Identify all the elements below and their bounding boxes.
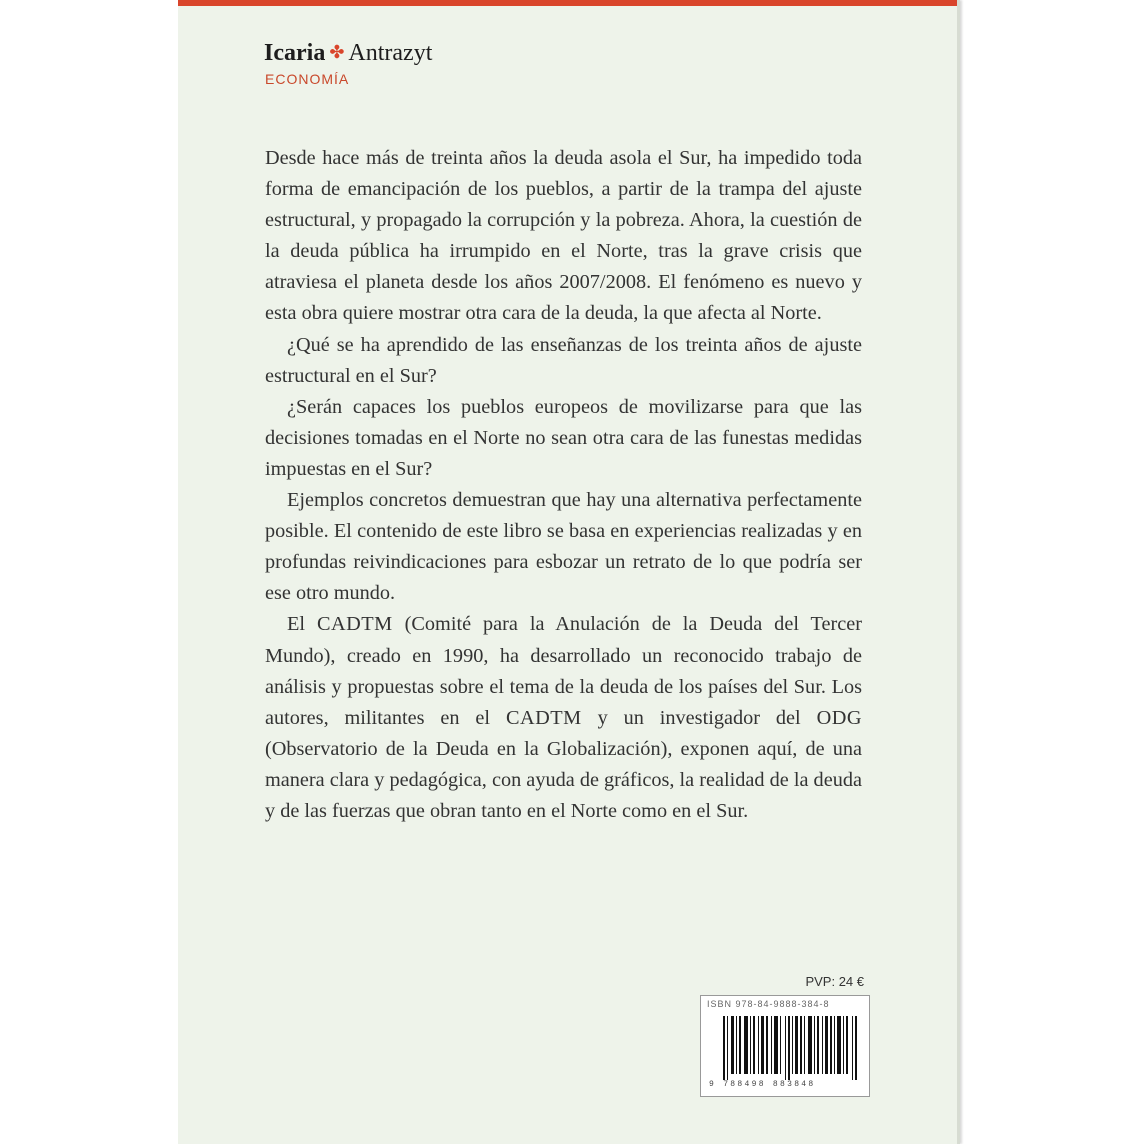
blurb-paragraph-3: ¿Serán capaces los pueblos europeos de movilizarse para que las decisiones tomadas en el Norte no sean otra cara de las funestas medidas impuestas en el Sur? [265, 395, 862, 480]
blurb-paragraph-5 [265, 609, 862, 827]
blurb-paragraph-1: Desde hace más de treinta años la deuda asola el Sur, ha impedido toda forma de emancipación de los pueblos, a partir de la trampa del ajuste estructural, y propagado la corrupción y la pobreza. Ahora, la cuestión de la deuda pública ha irrumpido en el Norte, tras la grave crisis que atraviesa el planeta desde los años 2007/2008. El fenómeno es nuevo y esta obra quiere mostrar otra cara de la deuda, la que afecta al Norte. [265, 147, 862, 325]
p5-part-c: y un investigador del [581, 706, 817, 729]
barcode-block [700, 995, 870, 1097]
acronym-odg: ODG [816, 706, 863, 729]
imprint-name: Antrazyt [348, 40, 433, 66]
cover-edge [957, 0, 960, 1144]
isbn-number: ISBN 978-84-9888-384-8 [707, 999, 830, 1009]
blurb [265, 143, 862, 827]
acronym-cadtm: CADTM [316, 613, 393, 636]
p5-part-a: El [287, 613, 317, 636]
price-label: PVP: 24 € [805, 974, 864, 989]
publisher-brand [264, 40, 432, 67]
back-cover [178, 0, 960, 1144]
p5-part-b: (Comité para la Anulación de la Deuda del Tercer Mundo), creado en 1990, ha desarrollado un reconocido trabajo de análisis y propuestas sobre el tema de la deuda de los países del Sur. Los autores, militantes en el [265, 613, 862, 729]
p5-part-d: (Observatorio de la Deuda en la Globalización), exponen aquí, de una manera clara y pedagógica, con ayuda de gráficos, la realidad de la deuda y de las fuerzas que obran tanto en el Norte como en el Sur. [265, 737, 862, 822]
acronym-cadtm: CADTM [505, 706, 582, 729]
collection-label: ECONOMÍA [265, 71, 350, 87]
blurb-paragraph-2: ¿Qué se ha aprendido de las enseñanzas de los treinta años de ajuste estructural en el Sur? [265, 333, 862, 387]
barcode-digits: 9 788498 883848 [709, 1080, 816, 1089]
publisher-logo-icon: ✤ [329, 42, 345, 62]
barcode-icon [723, 1016, 857, 1080]
publisher-name: Icaria [264, 40, 326, 66]
top-color-stripe [178, 0, 960, 6]
blurb-paragraph-4: Ejemplos concretos demuestran que hay una alternativa perfectamente posible. El contenido de este libro se basa en experiencias realizadas y en profundas reivindicaciones para esbozar un retrato de lo que podría ser ese otro mundo. [265, 489, 862, 605]
